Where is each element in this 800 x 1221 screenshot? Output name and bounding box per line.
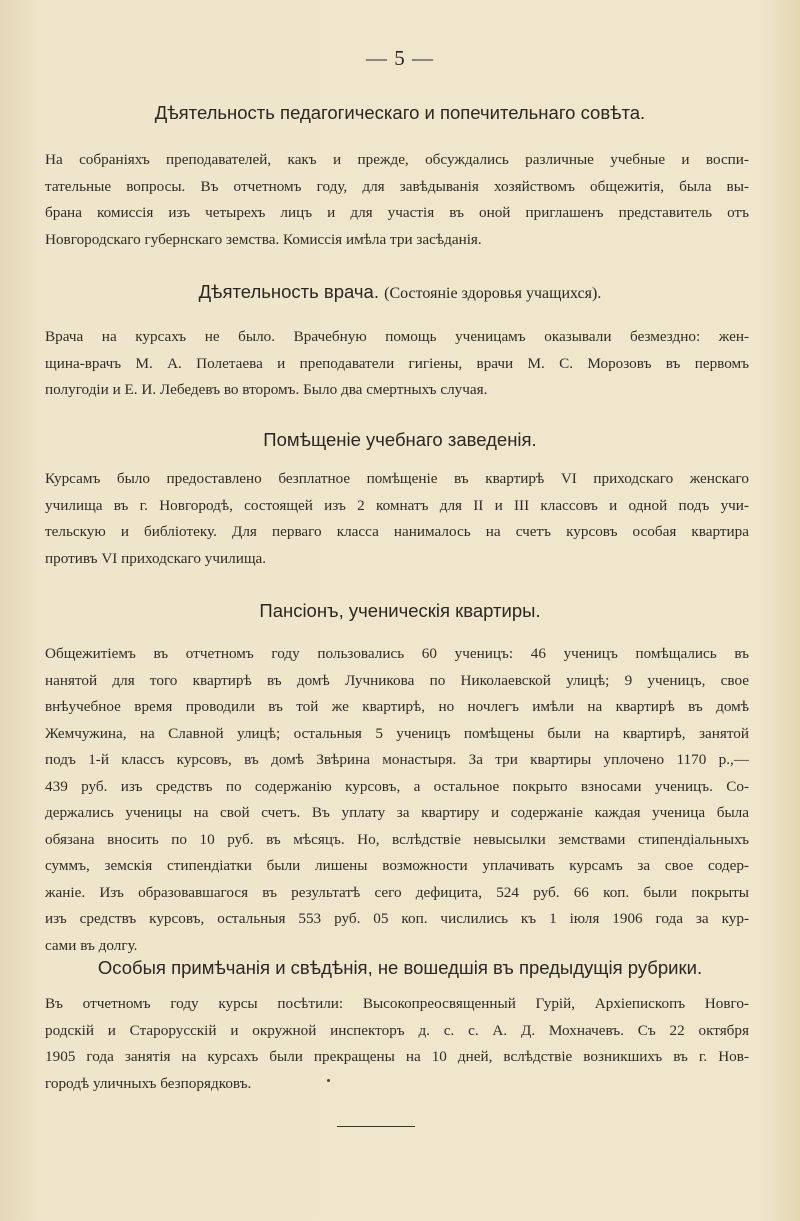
section-heading-text: Дѣятельность педагогическаго и попечительнаго совѣта.: [154, 102, 646, 123]
text-line: Жемчужина, на Славной улицѣ; остальныя 5 ученицъ помѣщены были на квартирѣ, занятой: [45, 724, 749, 742]
text-line: На собраніяхъ преподавателей, какъ и прежде, обсуждались различные учебные и воспи-: [45, 151, 749, 168]
text-line: тельскую и библіотеку. Для перваго класса нанималось на счетъ курсовъ особая квартира: [45, 523, 749, 540]
text-line: нанятой для того квартирѣ въ домѣ Лучникова по Николаевской улицѣ; 9 ученицъ, свое: [45, 671, 749, 689]
text-line: Врача на курсахъ не было. Врачебную помощь ученицамъ оказывали безмездно: жен-: [45, 328, 749, 345]
text-line: внѣучебное время проводили въ той же квартирѣ, но ночлегъ имѣли на квартирѣ въ домѣ: [45, 698, 749, 715]
section-heading-premises: [0, 429, 800, 451]
section-paragraph-doctor: [45, 324, 749, 404]
section-heading-text: Помѣщеніе учебнаго заведенія.: [263, 429, 537, 450]
text-line: Въ отчетномъ году курсы посѣтили: Высокопреосвященный Гурій, Архіепископъ Новго-: [45, 995, 749, 1012]
closing-rule: [337, 1126, 415, 1127]
text-line: щина-врачъ М. А. Полетаева и преподаватели гигіены, врачи М. С. Морозовъ въ первомъ: [45, 354, 749, 372]
ink-speck: [327, 1079, 330, 1082]
text-line: суммъ, земскія стипендіатки были лишены возможности уплачивать курсамъ за свое содер-: [45, 857, 749, 874]
section-heading-text: Дѣятельность врача.: [198, 281, 379, 302]
section-heading-boarding: [0, 600, 800, 622]
text-line: подъ 1-й классъ курсовъ, въ домѣ Звѣрина монастыря. За три квартиры уплочено 1170 р.,—: [45, 751, 749, 768]
text-line: тательные вопросы. Въ отчетномъ году, для завѣдыванія хозяйствомъ общежитія, была вы-: [45, 177, 749, 195]
text-line: жаніе. Изъ образовавшагося въ результатѣ сего дефицита, 524 руб. 66 коп. были покрыты: [45, 883, 749, 901]
text-line: полугодіи и Е. И. Лебедевъ во второмъ. Было два смертныхъ случая.: [45, 381, 488, 398]
section-paragraph-council: [45, 147, 749, 253]
section-heading-council: [0, 102, 800, 124]
section-paragraph-boarding: [45, 641, 749, 959]
text-line: училища въ г. Новгородѣ, состоящей изъ 2 комнатъ для II и III классовъ и одной подъ учи-: [45, 496, 749, 514]
text-line: держались ученицы на свой счетъ. Въ уплату за квартиру и содержаніе каждая ученица была: [45, 804, 749, 821]
text-line: городѣ уличныхъ безпорядковъ.: [45, 1074, 252, 1092]
section-paragraph-notes: [45, 991, 749, 1097]
page-number: — 5 —: [366, 46, 434, 70]
text-line: Курсамъ было предоставлено безплатное помѣщеніе въ квартирѣ VI приходскаго женскаго: [45, 470, 749, 487]
text-line: родскій и Старорусскій и окружной инспекторъ д. с. с. А. Д. Мохначевъ. Съ 22 октября: [45, 1021, 749, 1039]
text-line: 439 руб. изъ средствъ по содержанію курсовъ, а остальное покрыто взносами ученицъ. Со-: [45, 777, 749, 795]
text-line: 1905 года занятія на курсахъ были прекращены на 10 дней, вслѣдствіе возникшихъ въ г. Нов-: [45, 1048, 749, 1065]
section-paragraph-premises: [45, 466, 749, 572]
text-line: обязана вносить по 10 руб. въ мѣсяцъ. Но, вслѣдствіе невысылки земствами стипендіальныхъ: [45, 830, 749, 848]
section-heading-text: Особыя примѣчанія и свѣдѣнія, не вошедшія въ предыдущія рубрики.: [97, 957, 703, 978]
text-line: противъ VI приходскаго училища.: [45, 549, 267, 567]
text-line: Общежитіемъ въ отчетномъ году пользовались 60 ученицъ: 46 ученицъ помѣщались въ: [45, 645, 749, 662]
section-heading-note: (Состояніе здоровья учащихся).: [384, 285, 602, 302]
text-line: изъ средствъ курсовъ, остальныя 553 руб. 05 коп. числились къ 1 іюля 1906 года за кур-: [45, 910, 749, 927]
text-line: сами въ долгу.: [45, 936, 138, 954]
section-heading-doctor: [0, 281, 800, 303]
section-heading-notes: [0, 957, 800, 979]
text-line: Новгородскаго губернскаго земства. Комиссія имѣла три засѣданія.: [45, 230, 482, 248]
section-heading-text: Пансіонъ, ученическія квартиры.: [259, 600, 541, 621]
text-line: брана комиссія изъ четырехъ лицъ и для участія въ оной приглашенъ представитель отъ: [45, 204, 749, 221]
